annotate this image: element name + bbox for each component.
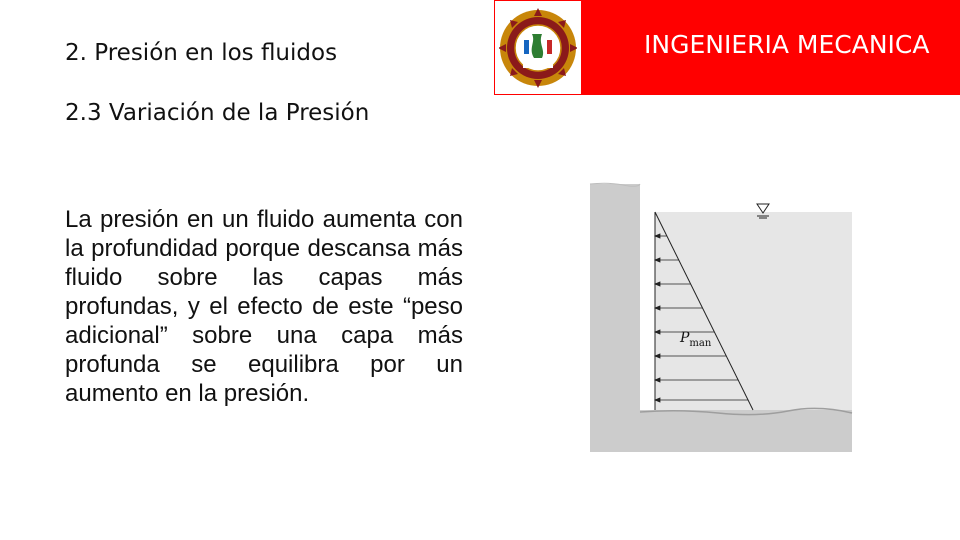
surface-marker-icon	[757, 204, 769, 218]
banner-title: INGENIERIA MECANICA	[644, 30, 930, 59]
pressure-diagram	[588, 180, 853, 455]
university-seal-icon	[499, 6, 577, 90]
pressure-symbol: P	[680, 330, 690, 346]
container-floor	[640, 410, 852, 452]
body-paragraph: La presión en un fluido aumenta con la profundidad porque descansa más fluido sobre las capas más profundas, y el efecto de este “peso adicional” sobre una capa más profunda se equilibra por un aumento en la presión.	[65, 206, 463, 407]
university-logo	[494, 0, 582, 95]
slide-subtitle: 2.3 Variación de la Presión	[65, 100, 370, 126]
slide-title: 2. Presión en los fluidos	[65, 40, 338, 66]
container-wall-left	[590, 184, 640, 452]
header-banner	[494, 0, 960, 95]
pressure-label	[680, 330, 711, 349]
pressure-subscript: man	[689, 337, 712, 349]
